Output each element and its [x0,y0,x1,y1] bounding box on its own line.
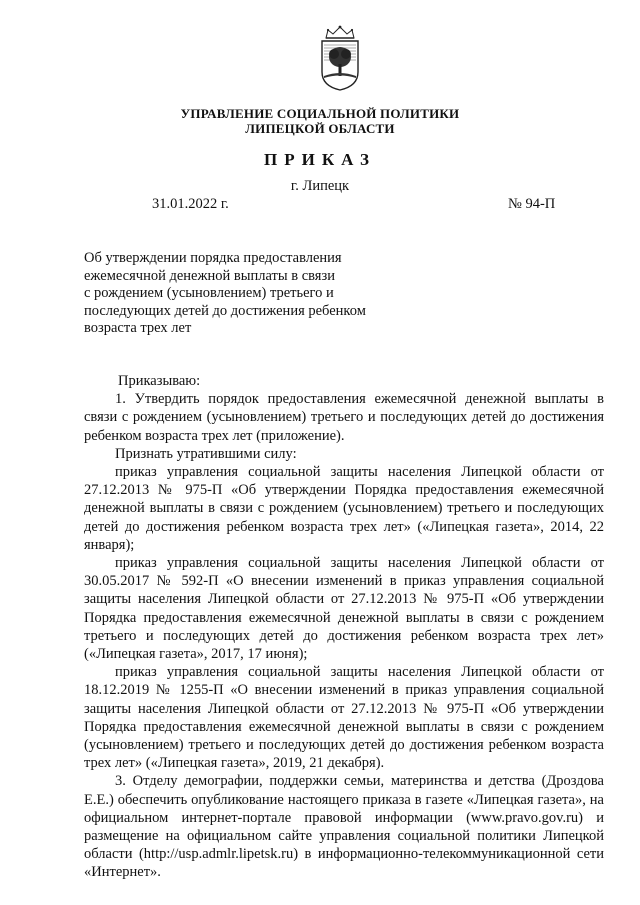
document-title: ПРИКАЗ [264,150,376,169]
document-body [84,372,604,882]
body-intro: Приказываю: [118,373,201,389]
org-name-line2: ЛИПЕЦКОЙ ОБЛАСТИ [245,121,395,136]
subject-line: последующих детей до достижения ребенком [84,302,366,319]
coat-of-arms-icon [318,24,362,92]
paragraph-1: 1. Утвердить порядок предоставления ежемесячной денежной выплаты в связи с рождением (усыновлением) третьего и последующих детей до достижения ребенком возраста трех лет (приложение). [84,391,604,444]
paragraph-6: 3. Отделу демографии, поддержки семьи, материнства и детства (Дроздова Е.Е.) обеспечить опубликование настоящего приказа в газете «Липецкая газета», на официальном интернет-портале правовой информации (www.pravo.gov.ru) и размещение на официальном сайте управления социальной политики Липецкой области (http://usp.admlr.lipetsk.ru) в информационно-телекоммуникационной сети «Интернет». [84,773,604,881]
paragraph-4: приказ управления социальной защиты населения Липецкой области от 30.05.2017 № 592-П «О внесении изменений в приказ управления социальной защиты населения Липецкой области от 27.12.2013 № 975-П «Об утверждении Порядка предоставления ежемесячной денежной выплаты в связи с рождением третьего и последующих детей до достижения ребенком возраста трех лет» («Липецкая газета», 2017, 17 июня); [84,555,604,663]
paragraph-5: приказ управления социальной защиты населения Липецкой области от 18.12.2019 № 1255-П «О внесении изменений в приказ управления социальной защиты населения Липецкой области от 27.12.2013 № 975-П «Об утверждении Порядка предоставления ежемесячной денежной выплаты в связи с рождением (усыновлением) третьего и последующих детей до достижения ребенком возраста трех лет» («Липецкая газета», 2019, 21 декабря). [84,664,604,772]
paragraph-2: Признать утратившими силу: [115,445,297,462]
subject-line: ежемесячной денежной выплаты в связи [84,267,335,284]
subject-line: Об утверждении порядка предоставления [84,250,342,266]
document-date: 31.01.2022 г. [152,196,229,212]
document-number: № 94-П [508,196,556,212]
subject-line: с рождением (усыновлением) третьего и [84,285,334,301]
org-name-line1: УПРАВЛЕНИЕ СОЦИАЛЬНОЙ ПОЛИТИКИ [180,106,460,121]
subject-line: возраста трех лет [84,320,192,336]
paragraph-3: приказ управления социальной защиты населения Липецкой области от 27.12.2013 № 975-П «Об утверждении Порядка предоставления ежемесячной денежной выплаты в связи с рождением (усыновлением) третьего и последующих детей до достижения ребенком возраста трех лет» («Липецкая газета», 2014, 22 января); [84,464,604,553]
document-subject [84,250,394,338]
city: г. Липецк [290,178,350,194]
